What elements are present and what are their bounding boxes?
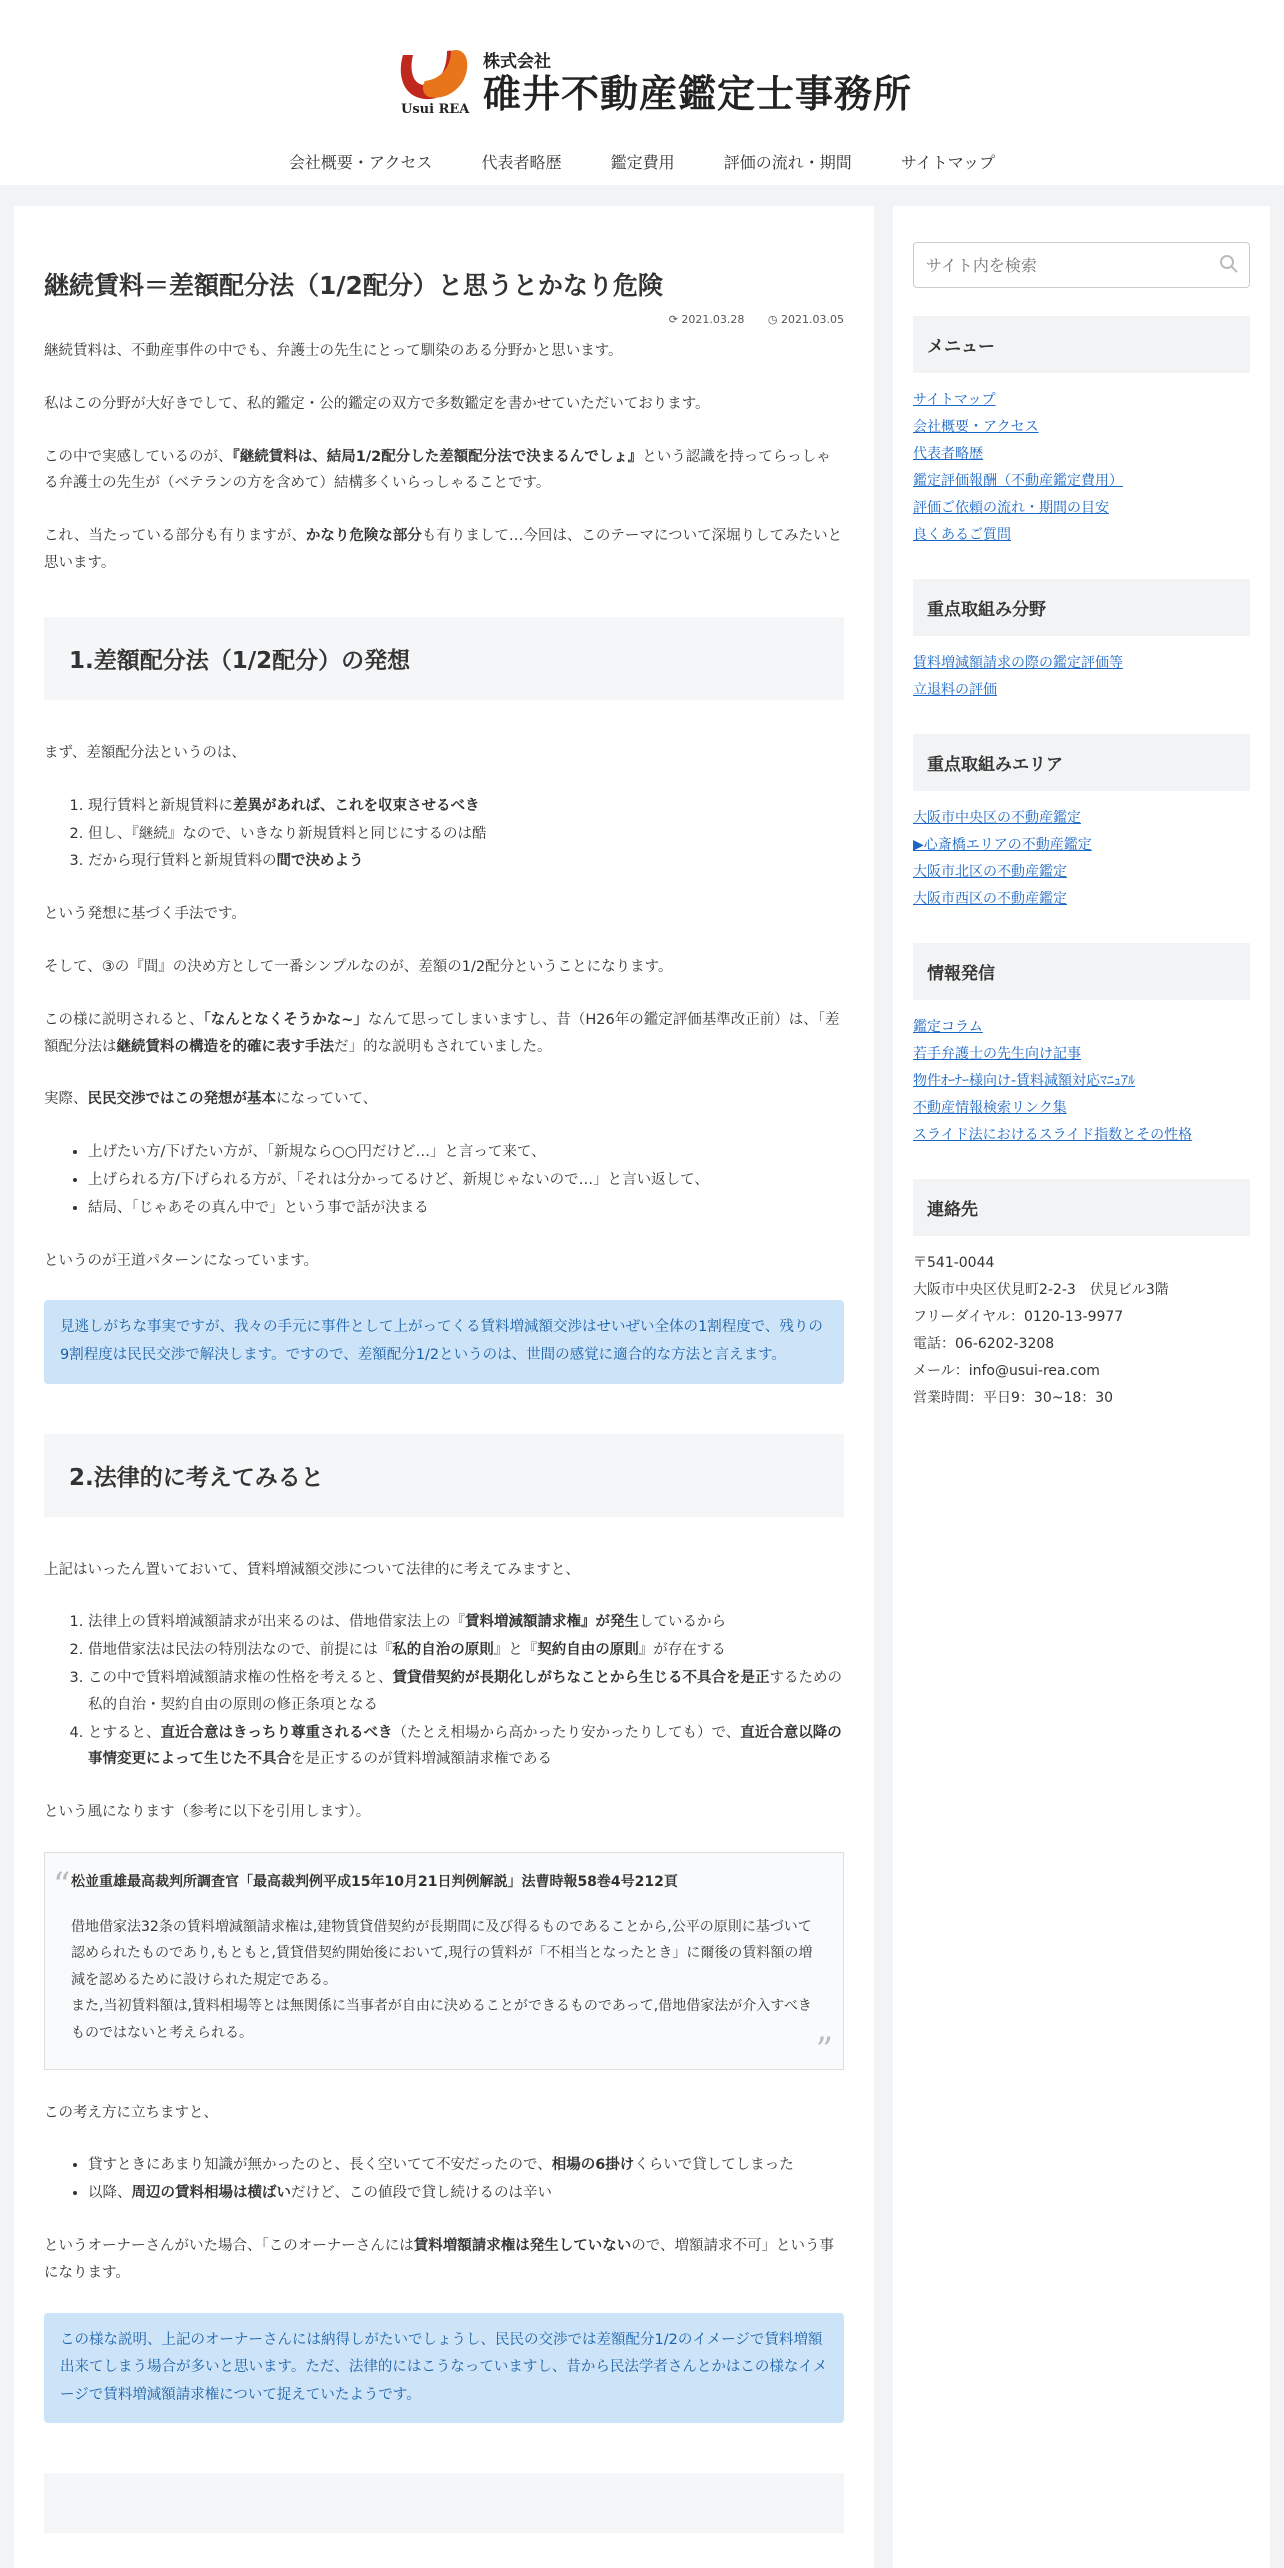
menu-link[interactable]: サイトマップ — [913, 392, 996, 408]
quote-body: 借地借家法32条の賃料増減額請求権は,建物賃貸借契約が長期間に及び得るものであることから,公平の原則に基づいて認められたものであり,もともと,賃貸借契約開始後において,現行の賃料が「不相当となったとき」に爾後の賃料額の増減を認めるために設けられた規定である。 — [71, 1918, 813, 1988]
list-item: 4. とすると、直近合意はきっちり尊重されるべき（たとえ相場から高かったり安かったりしても）で、直近合意以降の事情変更によって生じた不具合を是正するのが賃料増減額請求権である — [88, 1720, 844, 1774]
paragraph: そして、③の『間』の決め方として一番シンプルなのが、差額の1/2配分ということになります。 — [44, 958, 673, 975]
area-link[interactable]: 大阪市北区の不動産鑑定 — [913, 864, 1067, 881]
site-header — [0, 0, 1284, 185]
info-list — [913, 1014, 1250, 1149]
contact-phone: 電話：06-6202-3208 — [913, 1336, 1055, 1353]
site-logo[interactable] — [395, 45, 913, 120]
ordered-list — [44, 793, 844, 875]
menu-link[interactable]: 鑑定評価報酬（不動産鑑定費用） — [913, 473, 1123, 490]
paragraph: というオーナーさんがいた場合、「このオーナーさんには賃料増額請求権は発生していないので、増額請求不可」という事になります。 — [44, 2238, 834, 2281]
paragraph: まず、差額配分法というのは、 — [44, 744, 246, 761]
contact-info — [913, 1250, 1250, 1412]
ordered-list — [44, 1609, 844, 1773]
list-item: 3. この中で賃料増減額請求権の性格を考えると、賃貸借契約が長期化しがちなことから生じる不具合を是正するための私的自治・契約自由の原則の修正条項となる — [88, 1665, 844, 1719]
focus-list — [913, 650, 1250, 704]
logo-company-name: 碓井不動産鑑定士事務所 — [483, 72, 913, 116]
area-link[interactable]: ▶心斎橋エリアの不動産鑑定 — [913, 837, 1092, 854]
info-link[interactable]: 不動産情報検索リンク集 — [913, 1100, 1067, 1117]
updated-date: ⟳ 2021.03.28 — [668, 313, 745, 326]
close-quote-icon: ” — [815, 2030, 833, 2070]
list-item: • 上げられる方/下げられる方が、「それは分かってるけど、新規じゃないので…」と言い返して、 — [88, 1167, 844, 1194]
intro-paragraph: この中で実感しているのが、『継続賃料は、結局1/2配分した差額配分法で決まるんでしょ』という認識を持ってらっしゃる弁護士の先生が（ベテランの方を含めて）結構多くいらっしゃることです。 — [44, 448, 831, 492]
nav-item-sitemap[interactable]: サイトマップ — [900, 153, 996, 172]
area-link[interactable]: 大阪市中央区の不動産鑑定 — [913, 810, 1081, 827]
list-item: 1. 法律上の賃料増減額請求が出来るのは、借地借家法上の『賃料増減額請求権』が発生しているから — [88, 1609, 844, 1636]
list-item: 1. 現行賃料と新規賃料に差異があれば、これを収束させるべき — [88, 793, 844, 820]
list-item: • 上げたい方/下げたい方が、「新規なら○○円だけど…」と言って来て、 — [88, 1139, 844, 1166]
nav-item-flow[interactable]: 評価の流れ・期間 — [723, 153, 852, 172]
quote-title: 松並重雄最高裁判所調査官「最高裁判例平成15年10月21日判例解説」法曹時報58巻4号212頁 — [71, 1874, 678, 1891]
widget-title-contact: 連絡先 — [913, 1179, 1250, 1236]
contact-email: メール：info@usui-rea.com — [913, 1363, 1100, 1380]
widget-title-focus: 重点取組み分野 — [913, 579, 1250, 636]
contact-hours: 営業時間：平日9：30~18：30 — [913, 1390, 1114, 1407]
nav-item-profile[interactable]: 代表者略歴 — [481, 153, 562, 172]
search-icon[interactable] — [1219, 254, 1239, 274]
menu-list — [913, 387, 1250, 549]
paragraph: という風になります（参考に以下を引用します）。 — [44, 1804, 371, 1821]
intro-paragraph: 継続賃料は、不動産事件の中でも、弁護士の先生にとって馴染のある分野かと思います。 — [44, 343, 623, 359]
list-item: 2. 借地借家法は民法の特別法なので、前提には『私的自治の原則』と『契約自由の原則』が存在する — [88, 1637, 844, 1664]
list-item: 3. だから現行賃料と新規賃料の間で決めよう — [88, 848, 844, 875]
logo-subtitle: Usui REA — [401, 102, 470, 117]
area-link[interactable]: 大阪市西区の不動産鑑定 — [913, 891, 1067, 908]
article-dates — [44, 313, 844, 326]
paragraph: この様に説明されると、「なんとなくそうかな~」なんて思ってしまいますし、昔（H26年の鑑定評価基準改正前）は、「差額配分法は継続賃料の構造を的確に表す手法だ」的な説明もされていました。 — [44, 1011, 840, 1055]
paragraph: 実際、民民交渉ではこの発想が基本になっていて、 — [44, 1091, 378, 1108]
list-item: 2. 但し、『継続』なので、いきなり新規賃料と同じにするのは酷 — [88, 821, 844, 848]
info-link[interactable]: 鑑定コラム — [913, 1019, 983, 1036]
menu-link[interactable]: 代表者略歴 — [913, 446, 983, 463]
search-box — [913, 242, 1250, 288]
section-heading: 1.差額配分法（1/2配分）の発想 — [44, 617, 844, 700]
logo-company-type: 株式会社 — [483, 52, 551, 72]
nav-item-company[interactable]: 会社概要・アクセス — [288, 153, 433, 172]
list-item: • 以降、周辺の賃料相場は横ばいだけど、この値段で貸し続けるのは辛い — [88, 2180, 844, 2207]
info-link[interactable]: スライド法におけるスライド指数とその性格 — [913, 1127, 1193, 1144]
quote-body: また,当初賃料額は,賃料相場等とは無関係に当事者が自由に決めることができるものであって,借地借家法が介入すべきものではないと考えられる。 — [71, 1998, 812, 2041]
contact-address: 大阪市中央区伏見町2-2-3 伏見ビル3階 — [913, 1282, 1169, 1299]
contact-freedial: フリーダイヤル：0120-13-9977 — [913, 1309, 1124, 1326]
search-input[interactable] — [914, 243, 1218, 287]
next-section-heading — [44, 2473, 844, 2533]
blockquote — [44, 1852, 844, 2070]
sidebar — [893, 206, 1270, 2568]
info-box: この様な説明、上記のオーナーさんには納得しがたいでしょうし、民民の交渉では差額配分1/2のイメージで賃料増額出来てしまう場合が多いと思います。ただ、法律的にはこうなっていますし、昔から民法学者さんとかはこの様なイメージで賃料増減額請求権について捉えていたようです。 — [44, 2313, 844, 2424]
intro-paragraph: 私はこの分野が大好きでして、私的鑑定・公的鑑定の双方で多数鑑定を書かせていただいております。 — [44, 395, 710, 412]
info-box: 見逃しがちな事実ですが、我々の手元に事件として上がってくる賃料増減額交渉はせいぜい全体の1割程度で、残りの9割程度は民民交渉で解決します。ですので、差額配分1/2というのは、世間の感覚に適合的な方法と言えます。 — [44, 1300, 844, 1383]
published-date: ◷ 2021.03.05 — [767, 313, 844, 326]
list-item: • 結局、「じゃあその真ん中で」という事で話が決まる — [88, 1195, 844, 1222]
article-title: 継続賃料＝差額配分法（1/2配分）と思うとかなり危険 — [44, 271, 663, 300]
paragraph: というのが王道パターンになっています。 — [44, 1252, 319, 1269]
focus-link[interactable]: 立退料の評価 — [913, 682, 997, 699]
widget-title-menu: メニュー — [913, 316, 1250, 373]
main-content — [14, 206, 874, 2568]
menu-link[interactable]: 評価ご依頼の流れ・期間の目安 — [913, 500, 1109, 517]
paragraph: この考え方に立ちますと、 — [44, 2104, 218, 2121]
section-heading: 2.法律的に考えてみると — [44, 1434, 844, 1517]
clock-icon: ◷ — [767, 313, 778, 326]
widget-title-info: 情報発信 — [913, 943, 1250, 1000]
menu-link[interactable]: 会社概要・アクセス — [913, 419, 1039, 436]
nav-item-fees[interactable]: 鑑定費用 — [610, 153, 675, 172]
contact-postal: 〒541-0044 — [913, 1255, 995, 1272]
paragraph: という発想に基づく手法です。 — [44, 906, 246, 923]
list-item: • 貸すときにあまり知識が無かったのと、長く空いてて不安だったので、相場の6掛けくらいで貸してしまった — [88, 2152, 844, 2179]
area-list — [913, 805, 1250, 913]
info-link[interactable]: 若手弁護士の先生向け記事 — [913, 1046, 1081, 1063]
focus-link[interactable]: 賃料増減額請求の際の鑑定評価等 — [913, 655, 1123, 672]
menu-link[interactable]: 良くあるご質問 — [913, 527, 1011, 544]
refresh-icon: ⟳ — [668, 313, 678, 326]
info-link[interactable]: 物件ｵｰﾅｰ様向け-賃料減額対応ﾏﾆｭｱﾙ — [913, 1073, 1136, 1090]
global-nav — [0, 150, 1284, 173]
bullet-list — [44, 1139, 844, 1221]
intro-paragraph: これ、当たっている部分も有りますが、かなり危険な部分も有りまして…今回は、このテーマについて深堀りしてみたいと思います。 — [44, 528, 843, 572]
widget-title-area: 重点取組みエリア — [913, 734, 1250, 791]
open-quote-icon: “ — [53, 1865, 71, 1906]
bullet-list — [44, 2152, 844, 2207]
paragraph: 上記はいったん置いておいて、賃料増減額交渉について法律的に考えてみますと、 — [44, 1561, 580, 1578]
